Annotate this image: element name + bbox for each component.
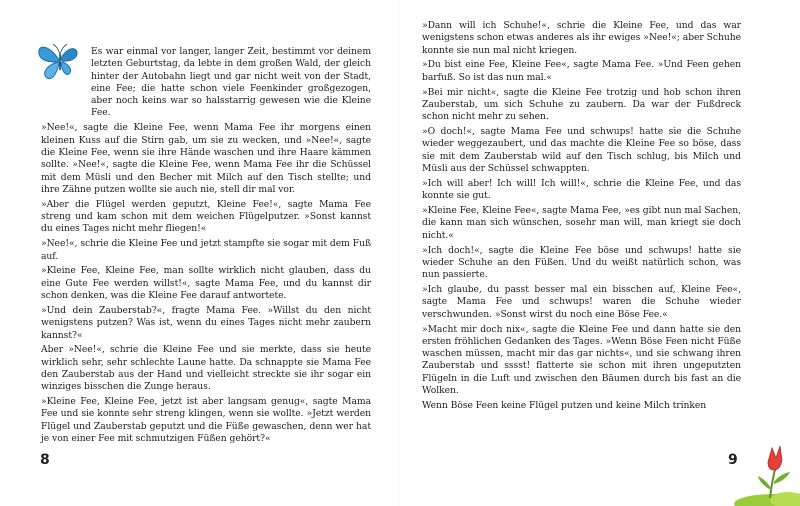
paragraph: »Du bist eine Fee, Kleine Fee«, sagte Mama Fee. »Und Feen gehen barfuß. So ist das nun mal.«: [422, 59, 741, 83]
paragraph: [41, 46, 371, 120]
paragraph: »Ich will aber! Ich will! Ich will!«, schrie die Kleine Fee, und das konnte sie gut.: [422, 177, 741, 202]
paragraph: »Nee!«, schrie die Kleine Fee und jetzt stampfte sie sogar mit dem Fuß auf.: [41, 238, 371, 262]
paragraph: »Kleine Fee, Kleine Fee«, sagte Mama Fee, »es gibt nun mal Sachen, die kann man sich wünschen, sosehr man will, man kriegt sie doch nicht.«: [422, 205, 741, 241]
page-number-left: 8: [40, 452, 50, 468]
flower-icon: [730, 440, 800, 506]
paragraph: »Kleine Fee, Kleine Fee, jetzt ist aber langsam genug«, sagte Mama Fee und sie konnte sehr streng klingen, wenn sie wollte. »Jetzt werden Flügel und Zauberstab geputzt und die Füße gewaschen, denn wer hat je von einer Fee mit schmutzigen Füßen gehört?«: [41, 396, 371, 445]
book-spine: [399, 0, 401, 506]
paragraph: »Dann will ich Schuhe!«, schrie die Kleine Fee, und das war wenigstens schon etwas anderes als ihr ewiges »Nee!«; aber Schuhe konnte sie nun mal nicht kriegen.: [422, 20, 741, 56]
paragraph: Wenn Böse Feen keine Flügel putzen und keine Milch trinken: [422, 399, 707, 411]
paragraph: »Nee!«, sagte die Kleine Fee, wenn Mama Fee ihr morgens einen kleinen Kuss auf die Stirn gab, um sie zu wecken, und »Nee!«, sagte die Kleine Fee, wenn sie ihre Hände waschen und ihre Haare kämmen sollte. »Nee!«, sagte die Kleine Fee, wenn Mama Fee ihr die Schüssel mit dem Müsli und den Becher mit Milch auf den Tisch stellte; und ihre Zähne putzen wollte sie auch nie, stell dir mal vor.: [41, 122, 371, 195]
paragraph: »Ich glaube, du passt besser mal ein bisschen auf, Kleine Fee«, sagte Mama Fee und schwups! waren die Schuhe wieder verschwunden. »Sonst wirst du noch eine Böse Fee.«: [422, 284, 741, 320]
paragraph: »Aber die Flügel werden geputzt, Kleine Fee!«, sagte Mama Fee streng und kam schon mit dem weichen Flügelputzer. »Sonst kannst du eines Tages nicht mehr fliegen!«: [41, 198, 371, 235]
paragraph: »Und dein Zauberstab?«, fragte Mama Fee. »Willst du den nicht wenigstens putzen? Was ist, wenn du eines Tages nicht mehr zaubern kannst?«: [41, 304, 371, 341]
paragraph: »Kleine Fee, Kleine Fee, man sollte wirklich nicht glauben, dass du eine Gute Fee werden willst!«, sagte Mama Fee, und du kannst dir schon denken, was die Kleine Fee darauf antwortete.: [41, 265, 371, 302]
right-text-column: [422, 20, 741, 415]
paragraph: Aber »Nee!«, schrie die Kleine Fee und sie merkte, dass sie heute wirklich sehr, sehr schlechte Laune hatte. Da schnappte sie Mama Fee den Zauberstab aus der Hand und vielleicht streckte sie ihr sogar ein winziges bisschen die Zunge heraus.: [41, 344, 371, 393]
paragraph: »Macht mir doch nix«, sagte die Kleine Fee und dann hatte sie den ersten fröhlichen Gedanken des Tages. »Wenn Böse Feen nicht Füße waschen müssen, macht mir das gar nichts«, und sie schwang ihren Zauberstab und sssst! flatterte sie schon mit ihren ungeputzten Flügeln in die Luft und zwischen den Bäumen durch bis fast an die Wolken.: [422, 323, 741, 397]
page-number-right: 9: [728, 452, 738, 468]
left-text-column: [41, 46, 371, 448]
paragraph: »Ich doch!«, sagte die Kleine Fee böse und schwups! hatte sie wieder Schuhe an den Füßen. Und du weißt natürlich schon, was nun passierte.: [422, 244, 741, 281]
paragraph: »O doch!«, sagte Mama Fee und schwups! hatte sie die Schuhe wieder weggezaubert, und das machte die Kleine Fee so böse, dass sie mit dem Zauberstab wild auf den Tisch schlug, bis Milch und Müsli aus der Schüssel schwappten.: [422, 126, 741, 175]
paragraph: »Bei mir nicht«, sagte die Kleine Fee trotzig und hob schon ihren Zauberstab, um sich Schuhe zu zaubern. Da war der Fußdreck schon nicht mehr zu sehen.: [422, 86, 741, 123]
opening-paragraph: Es war einmal vor langer, langer Zeit, bestimmt vor deinem letzten Geburtstag, da lebte in dem großen Wald, der gleich hinter der Autobahn liegt und gar nicht weit von der Stadt, eine Fee; die hatte schon viele Feenkinder großgezogen, aber noch keins war so halsstarrig gewesen wie die Kleine Fee.: [91, 46, 371, 119]
